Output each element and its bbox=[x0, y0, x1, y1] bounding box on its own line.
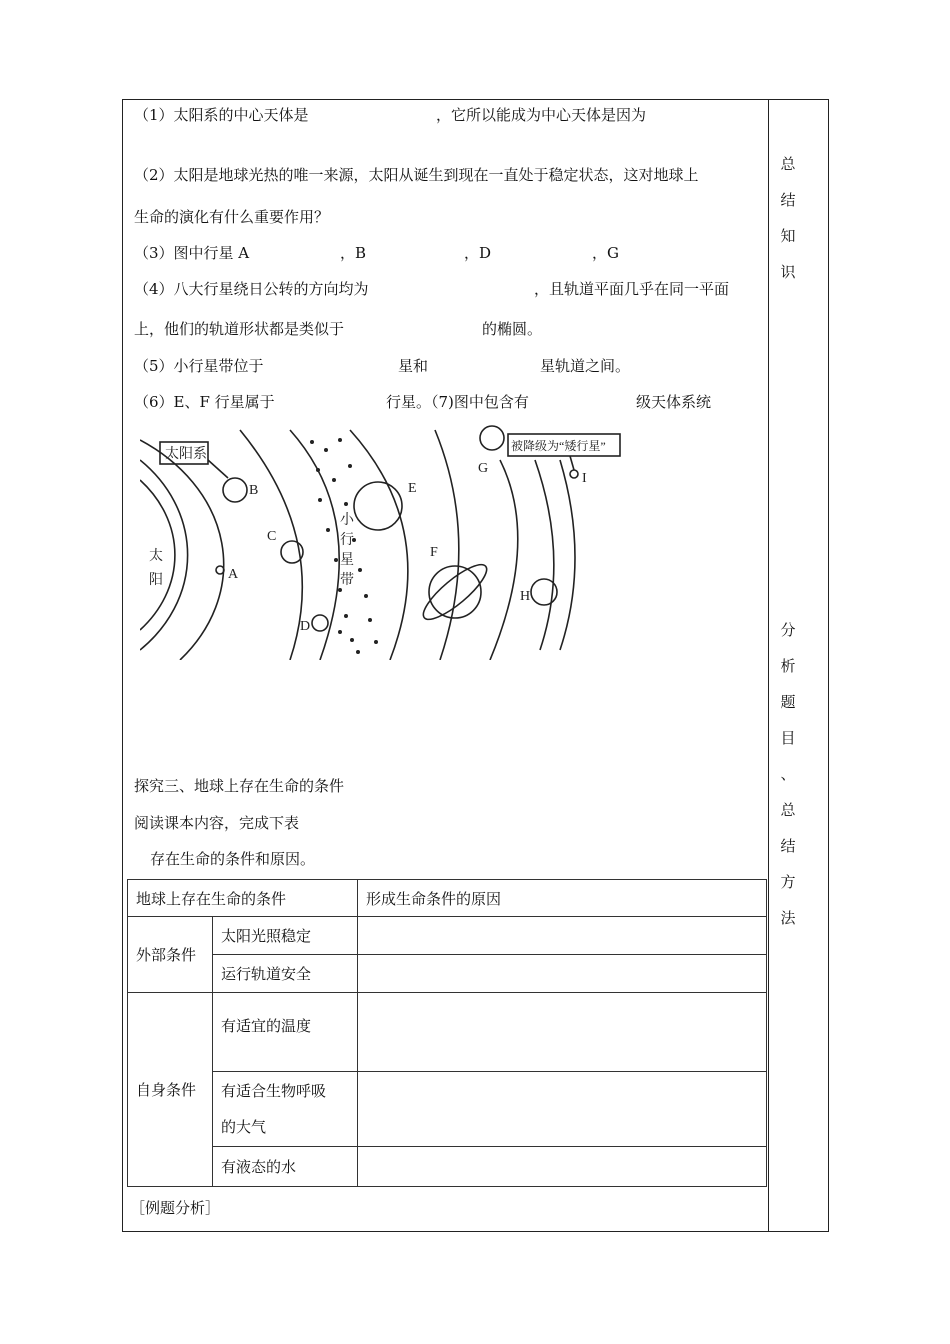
q6-part-c: 级天体系统 bbox=[636, 393, 712, 411]
q2-part-a: （2）太阳是地球光热的唯一来源，太阳从诞生到现在一直处于稳定状态，这对地球上 bbox=[134, 166, 699, 184]
internal-item-line2: 的大气 bbox=[221, 1118, 267, 1136]
side-label-top bbox=[770, 146, 806, 290]
planet-f-ring bbox=[417, 557, 494, 627]
side-char: 总 bbox=[780, 801, 796, 819]
answer-cell[interactable] bbox=[358, 955, 767, 993]
table-row bbox=[128, 993, 767, 1072]
planet-d bbox=[312, 615, 328, 631]
section3-title: 探究三、地球上存在生命的条件 bbox=[134, 777, 345, 795]
label-belt-2: 行 bbox=[340, 533, 354, 548]
asteroid-belt-outer bbox=[350, 430, 408, 660]
label-belt-1: 小 bbox=[340, 513, 354, 528]
table-row bbox=[128, 1072, 767, 1147]
side-char: 分 bbox=[780, 621, 796, 639]
orbit-i bbox=[560, 460, 575, 650]
internal-item-line1: 有适合生物呼吸 bbox=[221, 1082, 327, 1100]
header-right: 形成生命条件的原因 bbox=[358, 880, 767, 917]
planet-label-g: G bbox=[478, 461, 489, 476]
label-sun-1: 太 bbox=[149, 549, 163, 564]
solar-system-diagram bbox=[140, 420, 630, 660]
planet-label-b: B bbox=[249, 483, 259, 498]
q3-part-a: （3）图中行星 A bbox=[134, 244, 250, 262]
q1-part-b: ，它所以能成为中心天体是因为 bbox=[436, 106, 647, 124]
q5-part-c: 星轨道之间。 bbox=[540, 357, 631, 375]
q1-part-a: （1）太阳系的中心天体是 bbox=[134, 106, 309, 124]
column-divider bbox=[768, 99, 769, 1232]
conditions-table bbox=[127, 879, 767, 1187]
q6-part-a: （6）E、F 行星属于 bbox=[134, 393, 275, 411]
table-row bbox=[128, 955, 767, 993]
q3-part-d: ，G bbox=[592, 244, 619, 262]
q3-part-b: ，B bbox=[340, 244, 367, 262]
planet-i bbox=[570, 470, 578, 478]
internal-item: 有液态的水 bbox=[213, 1147, 358, 1187]
section3-subtitle: 存在生命的条件和原因。 bbox=[150, 850, 316, 868]
table-row bbox=[128, 917, 767, 955]
example-analysis: ［例题分析］ bbox=[130, 1199, 221, 1217]
q2-part-b: 生命的演化有什么重要作用？ bbox=[134, 208, 330, 226]
planet-label-a: A bbox=[228, 567, 239, 582]
table-row bbox=[128, 1147, 767, 1187]
orbit-f bbox=[435, 430, 459, 660]
planet-label-c: C bbox=[267, 529, 277, 544]
table-header-row bbox=[128, 880, 767, 917]
answer-cell[interactable] bbox=[358, 1147, 767, 1187]
pointer-pluto bbox=[570, 456, 574, 470]
orbit-g bbox=[490, 460, 518, 660]
q5-part-a: （5）小行星带位于 bbox=[134, 357, 264, 375]
planet-label-d: D bbox=[300, 619, 311, 634]
q4-part-a: （4）八大行星绕日公转的方向均为 bbox=[134, 280, 369, 298]
label-solar-system: 太阳系 bbox=[165, 447, 207, 462]
planet-b bbox=[223, 478, 247, 502]
answer-cell[interactable] bbox=[358, 1072, 767, 1147]
side-char: 法 bbox=[780, 909, 796, 927]
planet-label-i: I bbox=[582, 471, 587, 486]
side-label-bottom bbox=[770, 612, 806, 936]
label-pluto: 被降级为“矮行星” bbox=[511, 439, 606, 453]
side-char: 结 bbox=[780, 837, 796, 855]
q4-part-b: ，且轨道平面几乎在同一平面 bbox=[534, 280, 730, 298]
label-belt-4: 带 bbox=[340, 573, 354, 588]
side-char: 题 bbox=[780, 693, 796, 711]
side-char: 总 bbox=[780, 155, 796, 173]
side-char: 知 bbox=[780, 227, 796, 245]
section3-instruction: 阅读课本内容，完成下表 bbox=[134, 814, 300, 832]
internal-item: 有适宜的温度 bbox=[213, 993, 358, 1072]
label-belt-3: 星 bbox=[340, 553, 354, 568]
external-conditions: 外部条件 bbox=[128, 917, 213, 993]
planet-label-e: E bbox=[408, 481, 417, 496]
q4-part-d: 的椭圆。 bbox=[482, 320, 543, 338]
orbit-h bbox=[535, 460, 554, 650]
pointer-solar-system bbox=[208, 460, 228, 478]
planet-label-f: F bbox=[430, 545, 438, 560]
external-item: 太阳光照稳定 bbox=[213, 917, 358, 955]
external-item: 运行轨道安全 bbox=[213, 955, 358, 993]
side-char: 结 bbox=[780, 191, 796, 209]
q6-part-b: 行星。（7)图中包含有 bbox=[386, 393, 529, 411]
internal-conditions: 自身条件 bbox=[128, 993, 213, 1187]
answer-cell[interactable] bbox=[358, 993, 767, 1072]
q5-part-b: 星和 bbox=[398, 357, 429, 375]
planet-label-h: H bbox=[520, 589, 531, 604]
internal-item bbox=[213, 1072, 358, 1147]
planet-e bbox=[354, 482, 402, 530]
orbit-a bbox=[140, 460, 188, 650]
side-char: 析 bbox=[780, 657, 796, 675]
side-char: 目 bbox=[780, 729, 796, 747]
orbit-c bbox=[240, 430, 302, 660]
planet-g bbox=[480, 426, 504, 450]
side-char: 、 bbox=[780, 765, 796, 783]
q3-part-c: ，D bbox=[464, 244, 492, 262]
label-sun-2: 阳 bbox=[149, 573, 163, 588]
q4-part-c: 上，他们的轨道形状都是类似于 bbox=[134, 320, 345, 338]
side-char: 方 bbox=[780, 873, 796, 891]
side-char: 识 bbox=[780, 263, 796, 281]
answer-cell[interactable] bbox=[358, 917, 767, 955]
header-left: 地球上存在生命的条件 bbox=[128, 880, 358, 917]
